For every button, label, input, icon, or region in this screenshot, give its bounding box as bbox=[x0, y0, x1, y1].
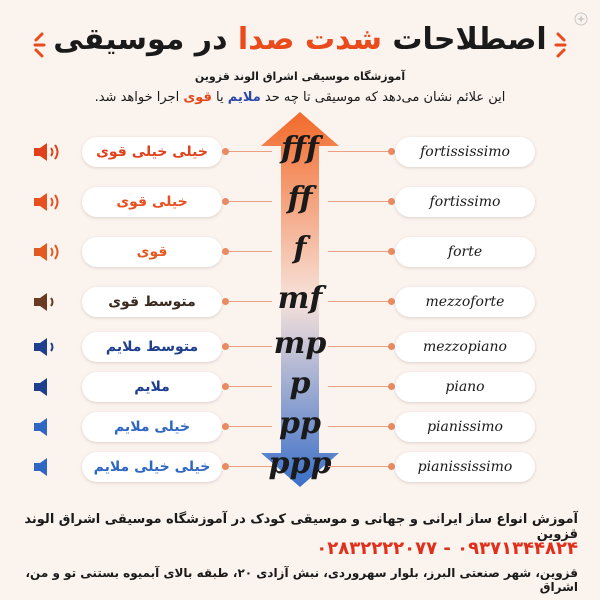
speaker-soft-icon bbox=[32, 375, 64, 399]
connector-dot bbox=[222, 148, 229, 155]
description bbox=[0, 90, 600, 105]
italian-term: piano bbox=[395, 372, 535, 402]
connector-line bbox=[328, 466, 395, 467]
persian-term: خیلی خیلی ملایم bbox=[82, 452, 222, 482]
connector-dot bbox=[388, 248, 395, 255]
connector-dot bbox=[388, 463, 395, 470]
speaker-medium-icon bbox=[32, 290, 64, 314]
desc-or: یا bbox=[216, 90, 224, 105]
dynamic-symbol: mp bbox=[273, 326, 327, 361]
persian-term: ملایم bbox=[82, 372, 222, 402]
dynamics-row bbox=[0, 231, 600, 267]
dynamics-row bbox=[0, 366, 600, 402]
address: قزوین، شهر صنعتی البرز، بلوار سهروردی، نبش آزادی ۲۰، طبقه بالای آبمیوه بستنی تو و من، اشراق bbox=[25, 566, 578, 594]
footer-tagline: آموزش انواع ساز ایرانی و جهانی و موسیقی کودک در آموزشگاه موسیقی اشراق الوند قزوین bbox=[24, 512, 578, 542]
connector-dot bbox=[222, 298, 229, 305]
speaker-loud-icon bbox=[32, 240, 64, 264]
connector-dot bbox=[222, 423, 229, 430]
persian-term: خیلی خیلی قوی bbox=[82, 137, 222, 167]
connector-dot bbox=[388, 148, 395, 155]
desc-part1: این علائم نشان می‌دهد که موسیقی تا چه حد bbox=[264, 90, 506, 105]
dynamic-symbol: f bbox=[293, 231, 307, 266]
speaker-medium-icon bbox=[32, 335, 64, 359]
connector-line bbox=[328, 251, 395, 252]
italian-term: mezzopiano bbox=[395, 332, 535, 362]
dynamic-symbol: fff bbox=[281, 131, 319, 166]
desc-soft: ملایم bbox=[227, 90, 261, 105]
italian-term: fortississimo bbox=[395, 137, 535, 167]
dynamics-row bbox=[0, 181, 600, 217]
connector-dot bbox=[388, 423, 395, 430]
persian-term: خیلی قوی bbox=[82, 187, 222, 217]
phone-numbers: ۰۹۳۷۱۳۴۴۸۲۴ - ۰۲۸۳۲۲۲۲۰۷۷ bbox=[316, 538, 578, 559]
connector-line bbox=[328, 151, 395, 152]
connector-dot bbox=[388, 298, 395, 305]
italian-term: fortissimo bbox=[395, 187, 535, 217]
title-accent: شدت صدا bbox=[237, 22, 382, 57]
connector-dot bbox=[388, 198, 395, 205]
title-prefix: اصطلاحات bbox=[392, 22, 547, 57]
connector-line bbox=[328, 386, 395, 387]
speaker-loud-icon bbox=[32, 190, 64, 214]
speaker-soft-icon bbox=[32, 455, 64, 479]
connector-dot bbox=[388, 383, 395, 390]
page-title bbox=[0, 22, 600, 57]
subtitle: آموزشگاه موسیقی اشراق الوند قزوین bbox=[194, 70, 406, 83]
persian-term: متوسط ملایم bbox=[82, 332, 222, 362]
dynamics-row bbox=[0, 446, 600, 482]
dynamics-row bbox=[0, 281, 600, 317]
dynamics-row bbox=[0, 406, 600, 442]
connector-dot bbox=[222, 343, 229, 350]
connector-line bbox=[328, 426, 395, 427]
dynamics-row bbox=[0, 326, 600, 362]
italian-term: mezzoforte bbox=[395, 287, 535, 317]
dynamic-symbol: mf bbox=[277, 281, 323, 316]
persian-term: قوی bbox=[82, 237, 222, 267]
dynamic-symbol: ppp bbox=[268, 446, 332, 481]
connector-line bbox=[328, 201, 395, 202]
italian-term: pianissimo bbox=[395, 412, 535, 442]
speaker-loud-icon bbox=[32, 140, 64, 164]
connector-dot bbox=[222, 248, 229, 255]
connector-dot bbox=[222, 198, 229, 205]
speaker-soft-icon bbox=[32, 415, 64, 439]
desc-part2: اجرا خواهد شد. bbox=[94, 90, 180, 105]
italian-term: pianississimo bbox=[395, 452, 535, 482]
desc-loud: قوی bbox=[183, 90, 212, 105]
italian-term: forte bbox=[395, 237, 535, 267]
title-suffix: در موسیقی bbox=[53, 22, 228, 57]
connector-line bbox=[328, 346, 395, 347]
dynamic-symbol: ff bbox=[287, 181, 313, 216]
persian-term: متوسط قوی bbox=[82, 287, 222, 317]
dynamic-symbol: p bbox=[289, 366, 311, 401]
connector-dot bbox=[222, 463, 229, 470]
dynamics-row bbox=[0, 131, 600, 167]
connector-line bbox=[328, 301, 395, 302]
connector-dot bbox=[222, 383, 229, 390]
persian-term: خیلی ملایم bbox=[82, 412, 222, 442]
connector-dot bbox=[388, 343, 395, 350]
dynamic-symbol: pp bbox=[279, 406, 321, 441]
